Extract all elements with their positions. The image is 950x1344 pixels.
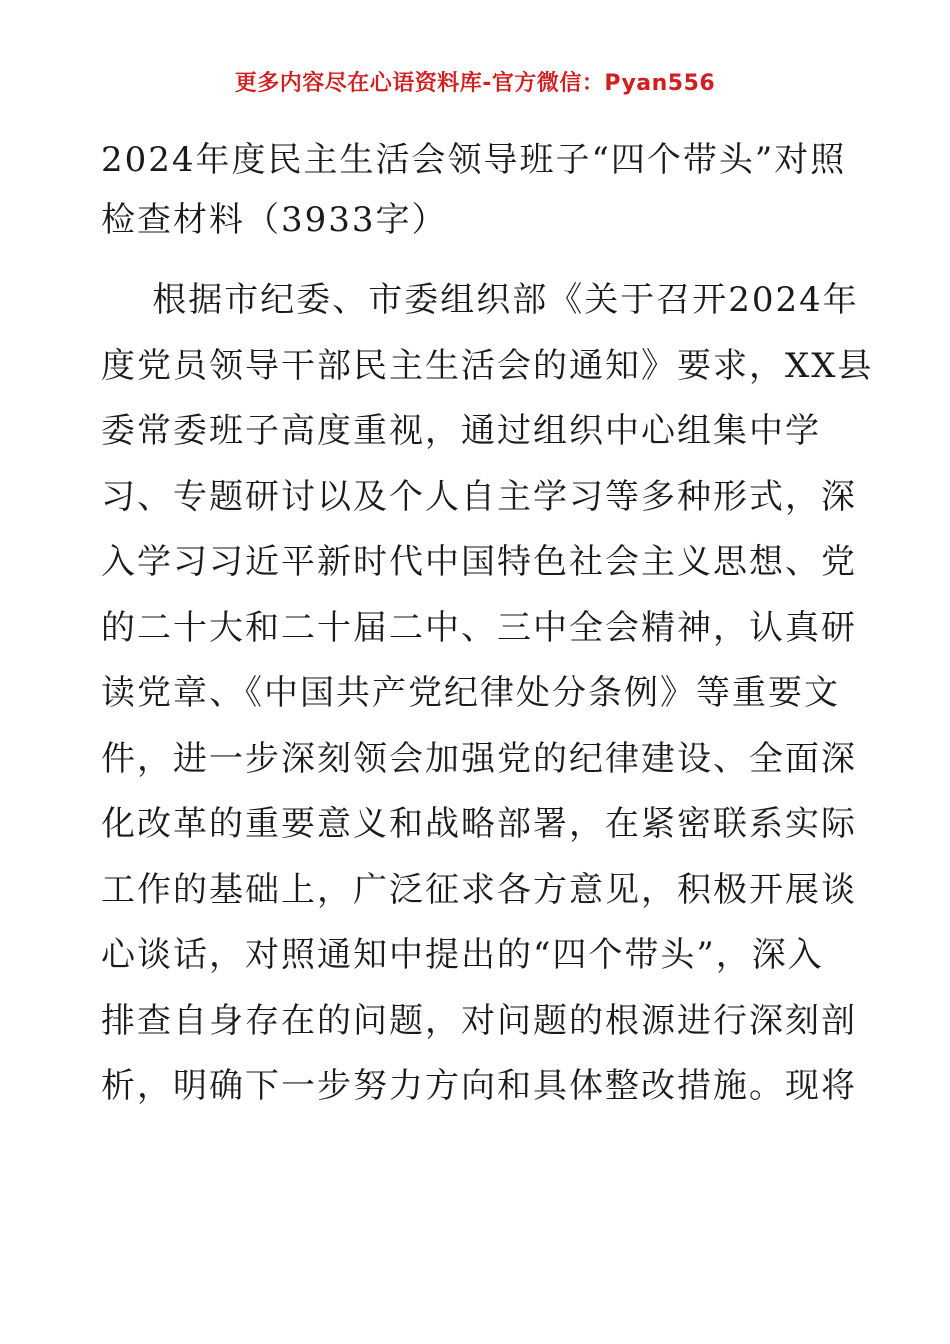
body-line: 习、专题研讨以及个人自主学习等多种形式，深 — [101, 476, 857, 517]
body-line: 心谈话，对照通知中提出的“四个带头”，深入 — [101, 935, 824, 975]
body-line: 的二十大和二十届二中、三中全会精神，认真研 — [101, 607, 857, 648]
body-line: 化改革的重要意义和战略部署，在紧密联系实际 — [101, 804, 857, 844]
body-line: 工作的基础上，广泛征求各方意见，积极开展谈 — [101, 869, 857, 910]
title-line: 检查材料（3933字） — [101, 200, 448, 240]
body-line: 度党员领导干部民主生活会的通知》要求，XX县 — [101, 345, 874, 386]
body-line: 入学习习近平新时代中国特色社会主义思想、党 — [101, 542, 857, 582]
body-line: 根据市纪委、市委组织部《关于召开2024年 — [101, 280, 859, 320]
title-line: 2024年度民主生活会领导班子“四个带头”对照 — [101, 140, 847, 180]
document-body — [101, 268, 874, 1120]
body-line: 件，进一步深刻领会加强党的纪律建设、全面深 — [101, 738, 857, 779]
body-line: 委常委班子高度重视，通过组织中心组集中学 — [101, 411, 821, 451]
header-banner: 更多内容尽在心语资料库-官方微信：Pyan556 — [234, 71, 716, 96]
body-line: 析，明确下一步努力方向和具体整改措施。现将 — [101, 1066, 857, 1106]
body-line: 排查自身存在的问题，对问题的根源进行深刻剖 — [101, 1000, 857, 1041]
body-line: 读党章、《中国共产党纪律处分条例》等重要文 — [101, 673, 840, 713]
document-title — [101, 130, 861, 250]
